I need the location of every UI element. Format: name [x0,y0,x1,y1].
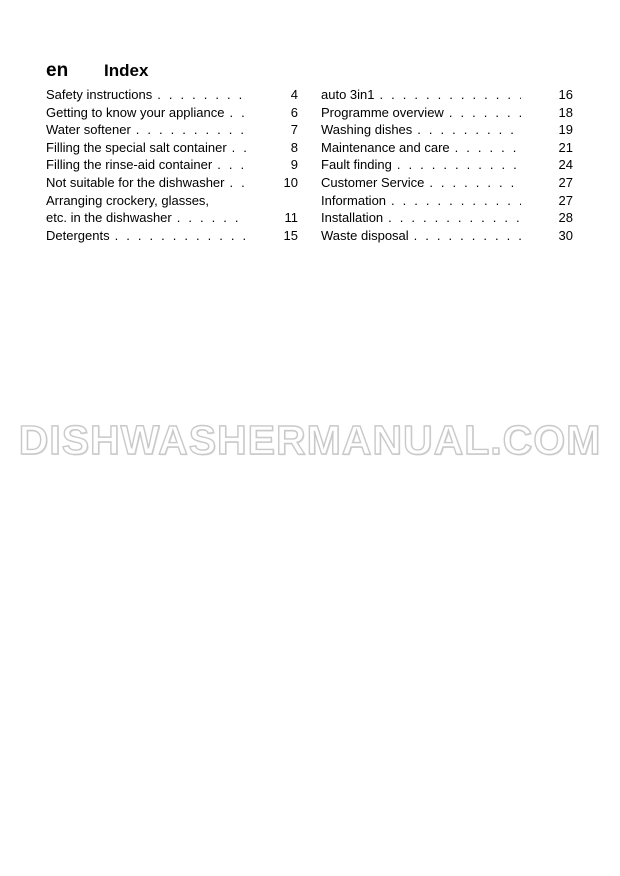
index-entry[interactable] [46,104,298,122]
entry-page: 11 [284,210,298,226]
entry-label: Detergents [46,227,110,243]
entry-label: auto 3in1 [321,87,375,102]
index-column-left [46,86,298,244]
language-code: en [46,60,69,81]
entry-page: 18 [558,104,573,120]
entry-page: 4 [290,87,298,102]
leader-dots [224,174,246,192]
index-entry[interactable] [321,156,573,174]
leader-dots [424,174,521,192]
entry-label: Washing dishes [321,122,413,138]
entry-label: Programme overview [321,104,444,120]
entry-label: Not suitable for the dishwasher [46,174,225,190]
index-entry[interactable] [321,227,573,245]
watermark: DISHWASHERMANUAL.COM [18,417,602,463]
index-entry[interactable] [46,86,298,104]
index-entry[interactable] [321,121,573,139]
index-entry[interactable] [321,86,573,104]
leader-dots [225,104,247,122]
index-entry[interactable] [46,174,298,192]
leader-dots [152,86,246,104]
leader-dots [172,209,246,227]
entry-page: 15 [283,227,298,243]
entry-page: 8 [290,139,298,155]
entry-label: Water softener [46,122,131,138]
leader-dots [392,156,521,174]
index-entry[interactable] [46,227,298,245]
entry-label: Customer Service [321,174,425,190]
index-entry[interactable] [46,156,298,174]
entry-page: 10 [283,174,298,190]
index-header [46,60,148,82]
entry-page: 24 [558,157,573,173]
index-entry[interactable] [46,139,298,157]
leader-dots [212,156,246,174]
entry-page: 27 [558,192,573,208]
entry-label: Arranging crockery, glasses, [46,192,210,208]
index-entry[interactable] [321,174,573,192]
entry-label: Waste disposal [321,227,409,243]
leader-dots [110,227,246,245]
entry-label: Maintenance and care [321,139,450,155]
entry-page: 6 [290,104,298,120]
entry-label: etc. in the dishwasher [46,210,172,226]
entry-page: 21 [558,139,573,155]
entry-page: 16 [558,87,573,102]
index-entry[interactable] [46,192,298,210]
entry-label: Filling the special salt container [46,139,227,155]
leader-dots [375,86,522,104]
entry-label: Safety instructions [46,87,153,102]
entry-page: 30 [558,227,573,243]
page-title: Index [104,61,149,80]
entry-label: Information [321,192,387,208]
leader-dots [450,139,521,157]
entry-page: 9 [290,157,298,173]
index-column-right [321,86,573,244]
index-entry[interactable] [321,139,573,157]
index-entry[interactable] [321,104,573,122]
index-entry[interactable] [46,209,298,227]
leader-dots [386,192,521,210]
entry-label: Installation [321,210,384,226]
entry-label: Filling the rinse-aid container [46,157,213,173]
entry-label: Getting to know your appliance [46,104,225,120]
leader-dots [409,227,521,245]
leader-dots [383,209,521,227]
entry-page: 28 [558,210,573,226]
index-entry[interactable] [321,209,573,227]
entry-page: 7 [290,122,298,138]
index-entry[interactable] [321,192,573,210]
leader-dots [412,121,521,139]
leader-dots [227,139,246,157]
leader-dots [444,104,521,122]
entry-label: Fault finding [321,157,392,173]
entry-page: 27 [558,174,573,190]
leader-dots [131,121,246,139]
entry-page: 19 [558,122,573,138]
index-entry[interactable] [46,121,298,139]
